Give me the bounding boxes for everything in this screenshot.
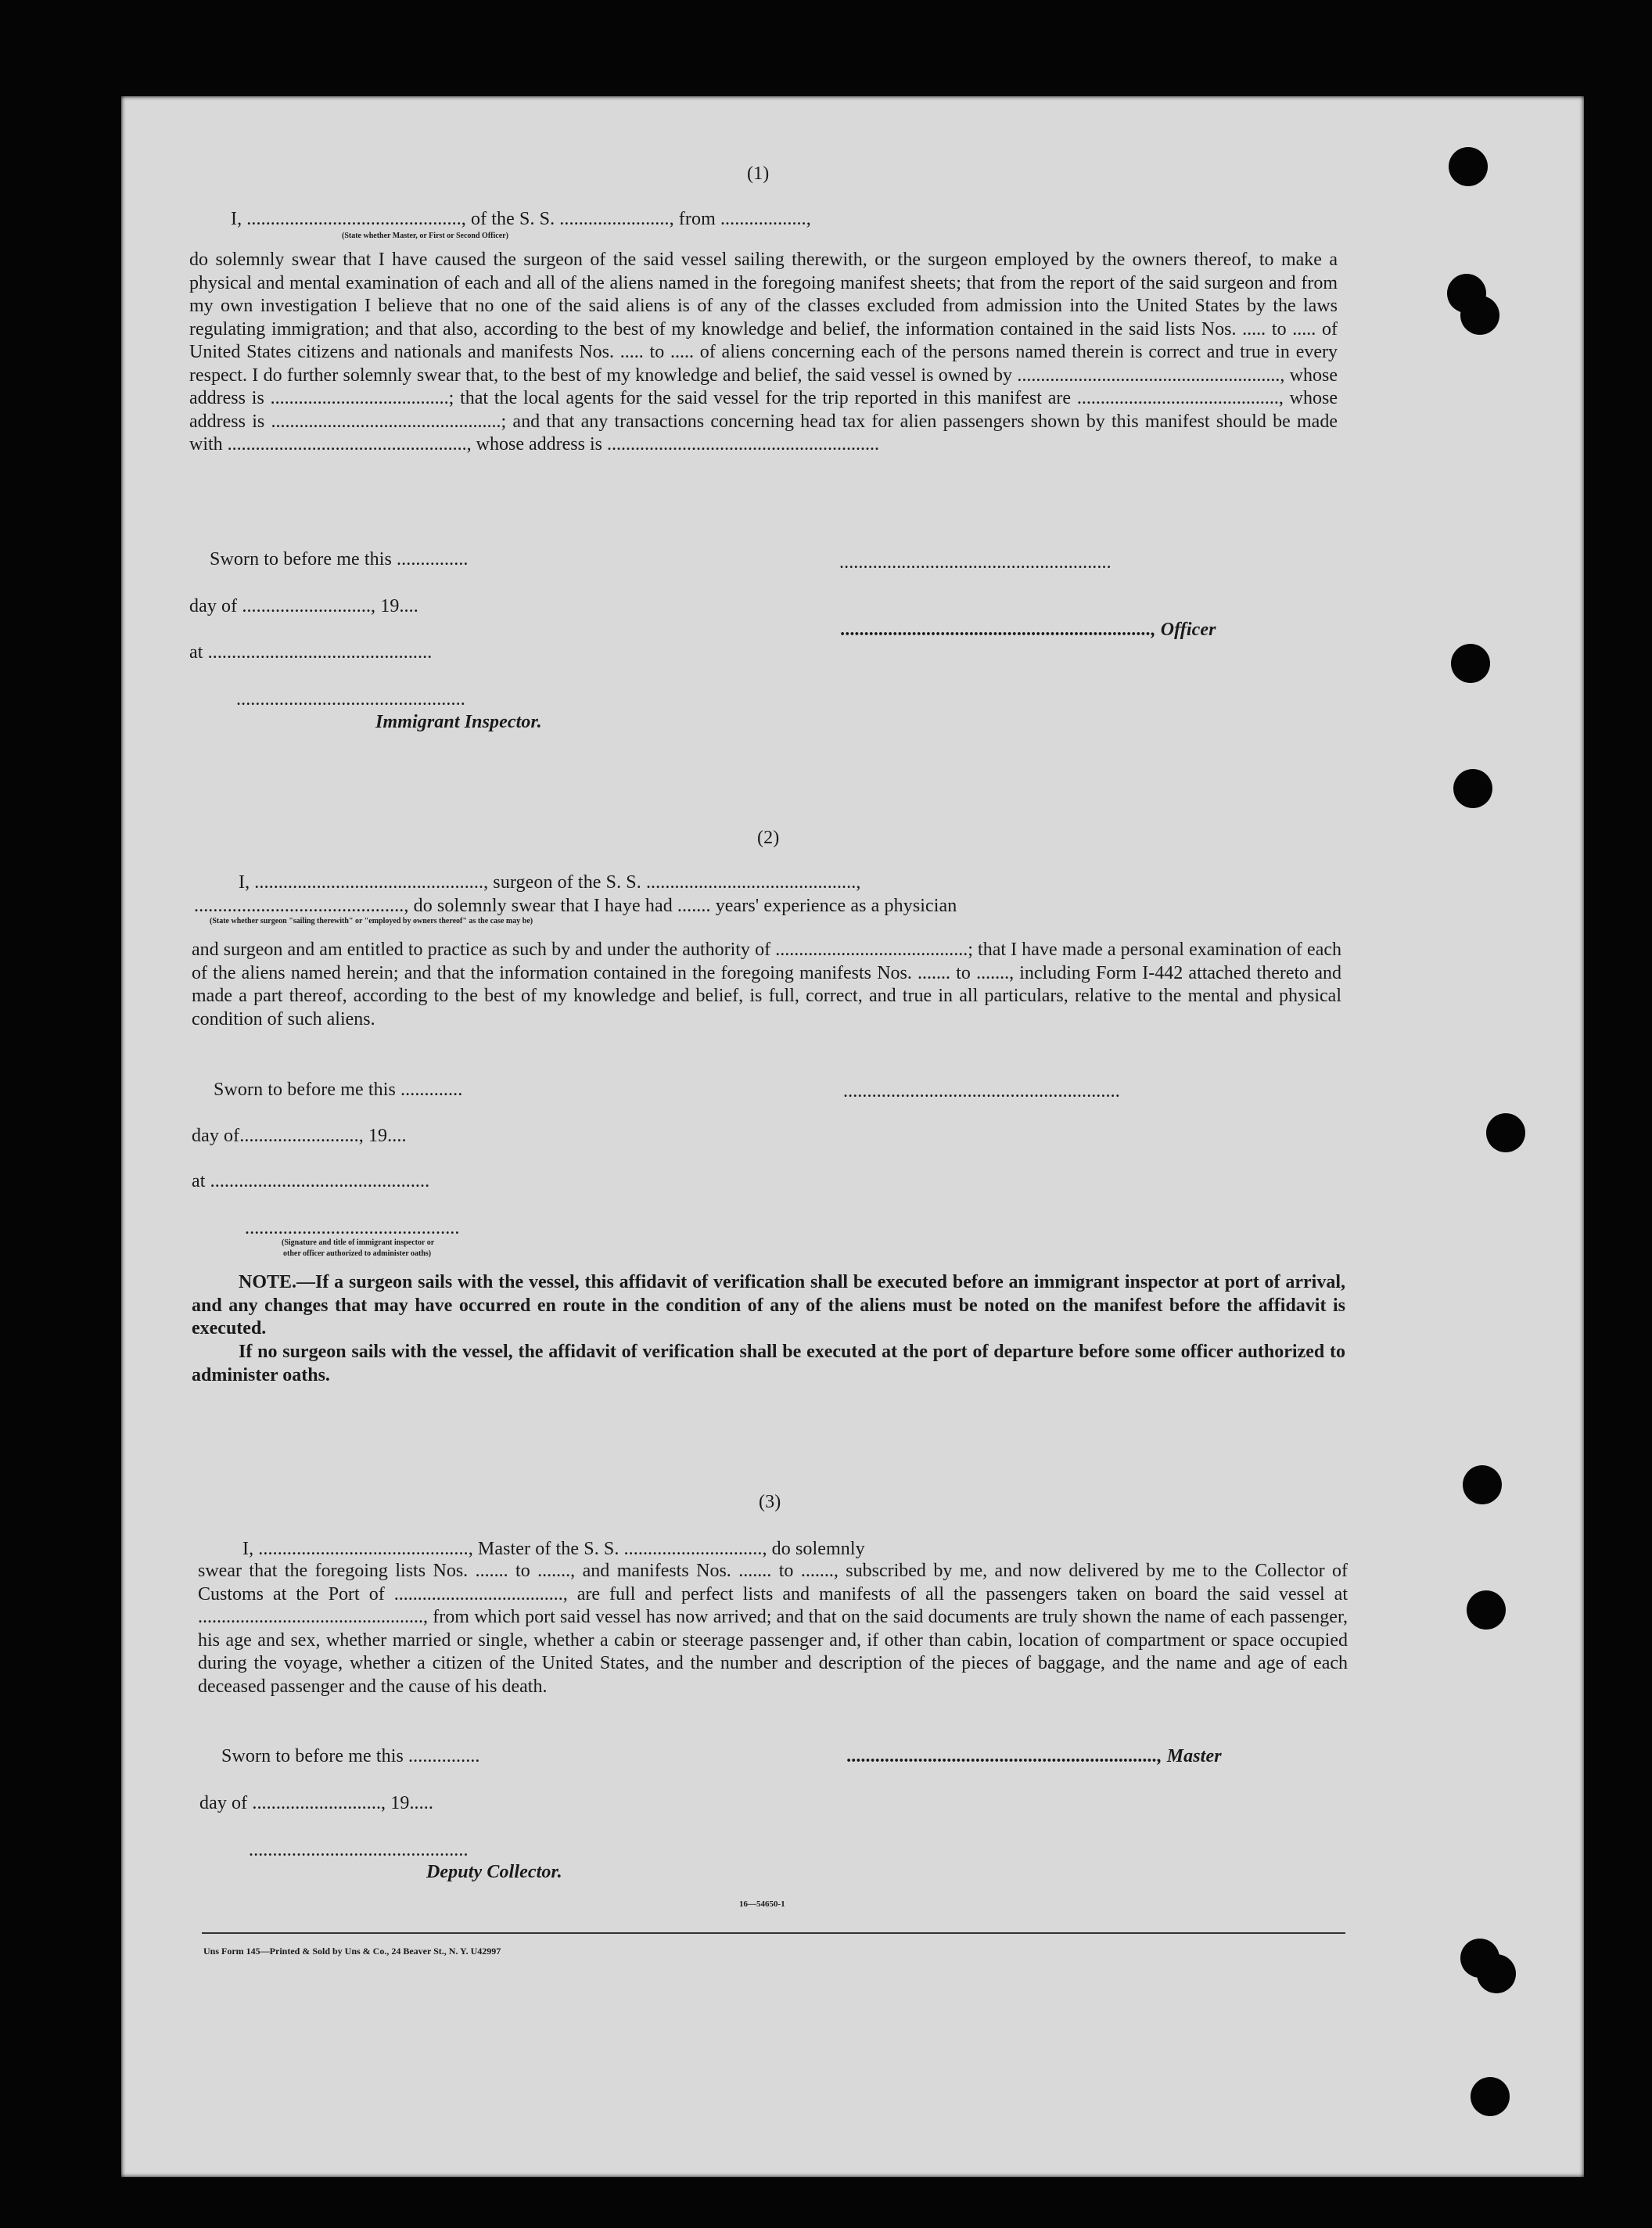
punch-hole (1471, 2077, 1510, 2116)
section-2-day: day of........................., 19.... (192, 1126, 407, 1146)
section-3-sworn: Sworn to before me this ............... (221, 1746, 480, 1766)
section-2-inspector-dots: ............................................. (245, 1218, 460, 1238)
section-1-number: (1) (747, 164, 770, 184)
section-1-inspector-dots: ................................................ (236, 689, 465, 710)
punch-hole (1486, 1113, 1525, 1152)
section-3-number: (3) (759, 1492, 781, 1512)
section-1-oath-line: I, ............................................., of the S. S. ......................., from .................., (231, 209, 811, 229)
punch-hole (1449, 147, 1488, 186)
section-1-hint: (State whether Master, or First or Second Officer) (342, 232, 508, 240)
section-2-inspector-hint-2: other officer authorized to administer oaths) (283, 1249, 432, 1258)
section-1-day: day of ..........................., 19.... (189, 596, 418, 616)
section-2-note-2: If no surgeon sails with the vessel, the affidavit of verification shall be executed at the port of departure before some officer authorized to administer oaths. (192, 1342, 1345, 1385)
section-1-officer-line: ................................................................., Officer (841, 620, 1216, 640)
printer-footer: Uns Form 145—Printed & Sold by Uns & Co., 24 Beaver St., N. Y. U42997 (203, 1946, 501, 1957)
form-number: 16—54650-1 (739, 1899, 785, 1909)
section-2-inspector-hint-1: (Signature and title of immigrant inspector or (282, 1238, 435, 1247)
section-1-body: do solemnly swear that I have caused the surgeon of the said vessel sailing therewith, or the surgeon employed by the owners thereof, to make a physical and mental examination of each and all of the aliens named in the foregoing manifest sheets; that from the report of the said surgeon and from my own investigation I believe that no one of the said aliens is of any of the classes excluded from admission into the United States by the laws regulating immigration; and that also, according to the best of my knowledge and belief, the information contained in the said lists Nos. ..... to ..... of United States citizens and nationals and manifests Nos. ..... to ..... of aliens concerning each of the persons named therein is correct and true in every respect. I do further solemnly swear that, to the best of my knowledge and belief, the said vessel is owned by ........................................................, whose address is ......................................; that the local agents for the said vessel for the trip reported in this manifest are ..........................................., whose address is .................................................; and that any transactions concerning head tax for alien passengers shown by this manifest should be made with ..................................................., whose address is .......................................................... (189, 250, 1338, 455)
section-2-oath-line: I, ................................................, surgeon of the S. S. ............................................, (239, 872, 861, 893)
punch-hole (1467, 1590, 1506, 1630)
section-3-body: swear that the foregoing lists Nos. ....... to ......., and manifests Nos. ....... to ......., subscribed by me, and now delivered by me to the Collector of Customs at the Port of ...................................., are full and perfect lists and manifests of all the passengers taken on board the said vessel at ................................................, from which port said vessel has now arrived; and that on the said documents are truly shown the name of each passenger, his age and sex, whether married or single, whether a cabin or steerage passenger and, if other than cabin, location of compartment or space occupied during the voyage, whether a citizen of the United States, and the number and description of the pieces of baggage, and the name and age of each deceased passenger and the cause of his death. (198, 1561, 1348, 1697)
section-2-signature-line: .......................................................... (843, 1081, 1120, 1101)
punch-hole (1460, 296, 1499, 335)
section-2-sworn: Sworn to before me this ............. (214, 1080, 463, 1100)
section-2-body: and surgeon and am entitled to practice as such by and under the authority of .........................................; that I have made a personal examination of each of the aliens named herein; and that the information contained in the foregoing manifests Nos. ....... to ......., including Form I-442 attached thereto and made a part thereof, according to the best of my knowledge and belief, is full, correct, and true in all particulars, relative to the mental and physical condition of such aliens. (192, 940, 1341, 1030)
section-1-inspector-label: Immigrant Inspector. (375, 712, 542, 732)
footer-rule (202, 1932, 1345, 1934)
section-3-master-line: ................................................................., Master (847, 1746, 1222, 1766)
section-3-collector-label: Deputy Collector. (426, 1862, 562, 1882)
section-3-day: day of ..........................., 19..... (199, 1793, 433, 1813)
section-2-note: NOTE.—If a surgeon sails with the vessel, this affidavit of verification shall be executed before an immigrant inspector at port of arrival, and any changes that may have occurred en route in the condition of any of the aliens must be noted on the manifest before the affidavit is executed. (192, 1272, 1345, 1339)
punch-hole (1463, 1465, 1502, 1504)
section-3-collector-dots: .............................................. (249, 1840, 469, 1860)
section-2-number: (2) (757, 828, 780, 848)
section-2-hint: (State whether surgeon "sailing therewith" or "employed by owners thereof" as the case may be) (210, 917, 533, 925)
section-1-sworn: Sworn to before me this ............... (210, 549, 469, 570)
section-1-signature-line: ......................................................... (839, 552, 1112, 573)
punch-hole (1477, 1954, 1516, 1993)
section-2-oath-line-2: ............................................, do solemnly swear that I haye had ....... years' experience as a physician (194, 896, 957, 916)
punch-hole (1451, 644, 1490, 683)
section-1-at: at ............................................... (189, 642, 433, 663)
section-2-at: at .............................................. (192, 1171, 430, 1191)
section-3-oath-line: I, ............................................, Master of the S. S. ............................., do solemnly (242, 1539, 865, 1559)
punch-hole (1453, 769, 1492, 808)
